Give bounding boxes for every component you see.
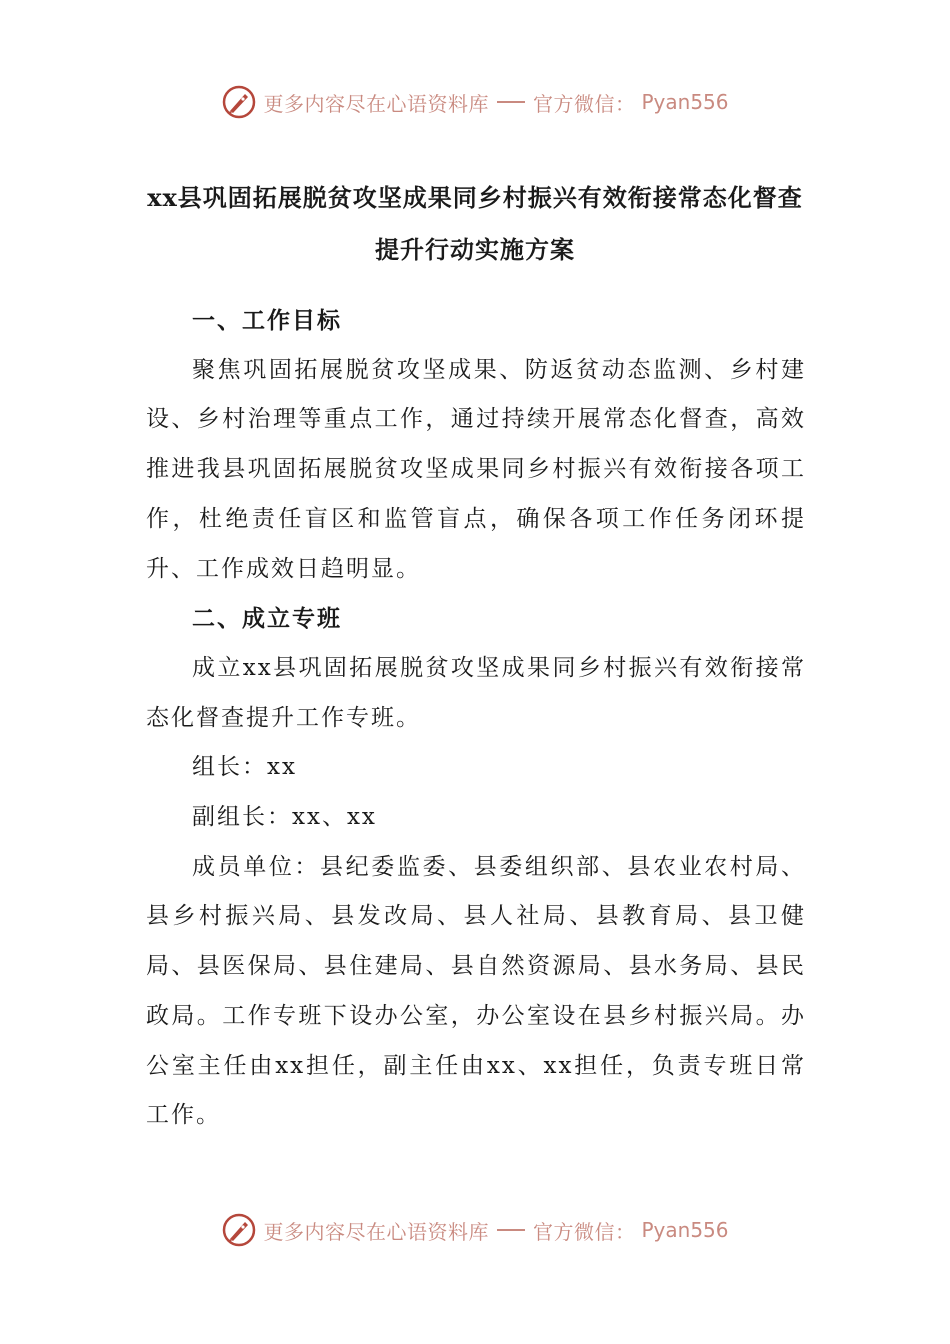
paragraph-deputy-leader: 副组长：xx、xx <box>192 804 377 831</box>
watermark-text: 更多内容尽在心语资料库 <box>263 91 489 116</box>
footer-watermark <box>0 1210 950 1250</box>
pen-nib-circle-icon <box>221 84 257 120</box>
watermark-wechat-label: 官方微信： <box>532 1219 636 1244</box>
paragraph: 成立xx县巩固拓展脱贫攻坚成果同乡村振兴有效衔接常态化督查提升工作专班。 <box>146 654 806 731</box>
watermark-wechat-id: Pyan556 <box>641 90 729 114</box>
section-heading-team: 二、成立专班 <box>192 605 342 633</box>
document-body <box>146 296 806 1141</box>
paragraph-members: 成员单位：县纪委监委、县委组织部、县农业农村局、县乡村振兴局、县发改局、县人社局、县教育局、县卫健局、县医保局、县住建局、县自然资源局、县水务局、县民政局。工作专班下设办公室，办公室设在县乡村振兴局。办公室主任由xx担任，副主任由xx、xx担任，负责专班日常工作。 <box>146 853 806 1129</box>
watermark-dash <box>497 1229 525 1231</box>
watermark-text: 更多内容尽在心语资料库 <box>263 1219 489 1244</box>
section-heading-goals: 一、工作目标 <box>192 307 342 334</box>
header-watermark <box>0 82 950 122</box>
paragraph: 聚焦巩固拓展脱贫攻坚成果、防返贫动态监测、乡村建设、乡村治理等重点工作，通过持续开展常态化督查，高效推进我县巩固拓展脱贫攻坚成果同乡村振兴有效衔接各项工作，杜绝责任盲区和监管盲点，确保各项工作任务闭环提升、工作成效日趋明显。 <box>146 356 806 582</box>
watermark-wechat-id: Pyan556 <box>641 1218 729 1242</box>
document-title: xx县巩固拓展脱贫攻坚成果同乡村振兴有效衔接常态化督查提升行动实施方案 <box>147 183 803 264</box>
pen-nib-circle-icon <box>221 1212 257 1248</box>
watermark-wechat-label: 官方微信： <box>532 91 636 116</box>
paragraph-leader: 组长：xx <box>192 754 297 781</box>
watermark-dash <box>497 101 525 103</box>
